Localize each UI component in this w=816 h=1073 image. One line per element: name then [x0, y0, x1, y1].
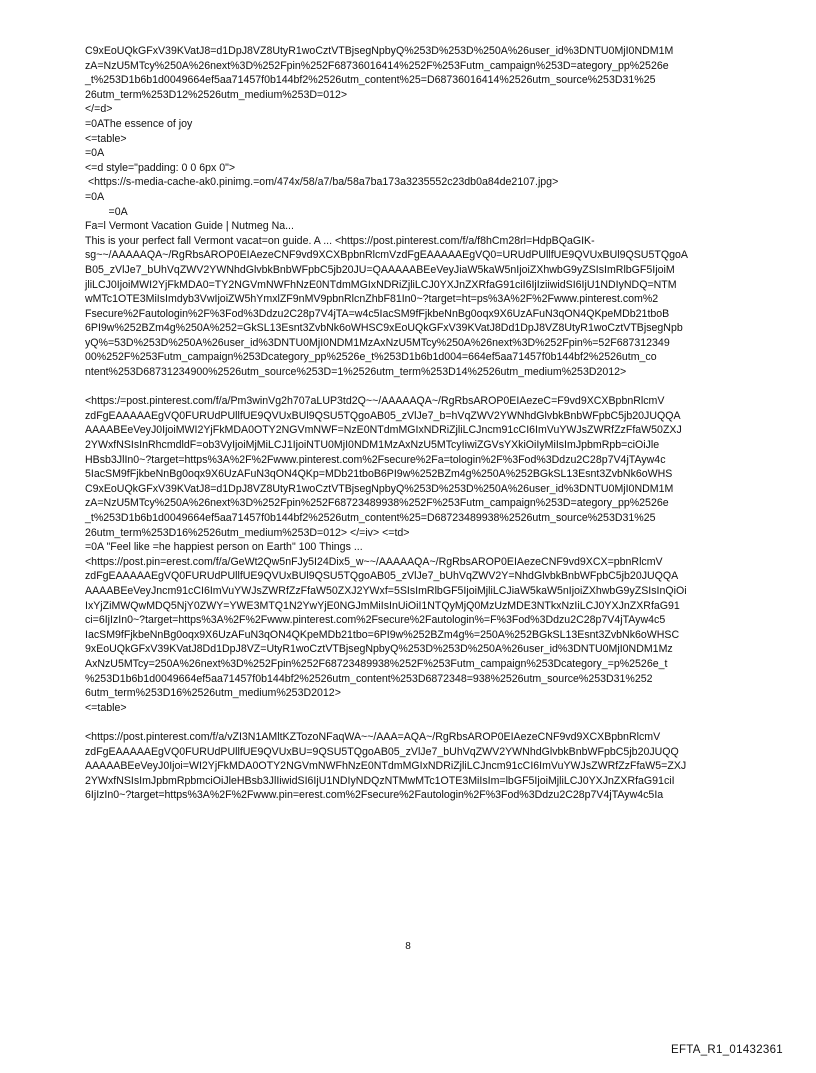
text-line: <https://s-media-cache-ak0.pinimg.=om/474x/58/a7/ba/58a7ba173a3235552c23db0a84de2107.jpg> [85, 176, 559, 189]
text-line: 00%252F%253Futm_campaign%253Dcategory_pp%2526e_t%253D1b6b1d004=664ef5aa71457f0b144bf2%2526utm_co [85, 351, 657, 364]
text-line: 26utm_term%253D12%2526utm_medium%253D=012> [85, 88, 348, 101]
text-line: 26utm_term%253D16%2526utm_medium%253D=012> </=iv> <=td> [85, 526, 410, 539]
text-line: AAAAABEeVeyJ0Ijoi=WI2YjFkMDA0OTY2NGVmNWFhNzE0NTdmMGIxNDRiZjliLCJncm91cCI6ImVuYWJsZWRfZzFfaW5=ZXJ [85, 760, 687, 773]
paragraph-gap [85, 715, 745, 730]
text-line: _t%253D1b6b1d0049664ef5aa71457f0b144bf2%2526utm_content%25=D68723489938%2526utm_source%253D31%25 [85, 512, 656, 524]
text-line: ci=6IjIzIn0~?target=https%3A%2F%2Fwww.pinterest.com%2Fsecure%2Fautologin%=F%3Fod%3Ddzu2C28p7V4jTAyw4c5 [85, 614, 666, 627]
text-line: AxNzU5MTcy=250A%26next%3D%252Fpin%252F68723489938%252F%253Futm_campaign%253Dcategory_=p%2526e_t [85, 657, 668, 670]
text-line: <=table> [85, 132, 127, 145]
text-line: jliLCJ0IjoiMWI2YjFkMDA0=TY2NGVmNWFhNzE0NTdmMGIxNDRiZjliLCJ0YXJnZXRfaG91ciI6IjIziiwidSI6IjU1NDIyNDQ=NTM [85, 278, 677, 291]
text-line: AAAABEeVeyJ0IjoiMWI2YjFkMDA0OTY2NGVmNWF=NzE0NTdmMGIxNDRiZjliLCJncm91cCI6ImVuYWJsZWRfZzFfaW50ZXJ [85, 424, 682, 437]
text-line: =0A "Feel like =he happiest person on Earth" 100 Things ... [85, 541, 363, 554]
paragraph-gap [85, 380, 745, 395]
text-line: HBsb3JlIn0~?target=https%3A%2F%2Fwww.pinterest.com%2Fsecure%2Fa=tologin%2F%3Fod%3Ddzu2C28p7V4jTAyw4c [85, 453, 666, 466]
text-line: =0A [85, 205, 128, 218]
text-line: AAAABEeVeyJncm91cCI6ImVuYWJsZWRfZzFfaW50ZXJ2YWxf=5SIsImRlbGF5IjoiMjliLCJiaW5kaW5nIjoiZXhwbG9yZSIsInQiOi [85, 584, 687, 597]
text-line: C9xEoUQkGFxV39KVatJ8=d1DpJ8VZ8UtyR1woCztVTBjsegNpbyQ%253D%253D%250A%26user_id%3DNTU0MjI0NDM1M [85, 482, 674, 495]
text-line: 6utm_term%253D16%2526utm_medium%253D2012> [85, 687, 341, 700]
text-line: IxYjZiMWQwMDQ5NjY0ZWY=YWE3MTQ1N2YwYjE0NGJmMiIsInUiOiI1NTQyMjQ0MzUzMDE3NTkxNzIiLCJ0YXJnZXRfaG91 [85, 599, 680, 612]
text-line: =0A [85, 190, 105, 203]
text-line: zdFgEAAAAAEgVQ0FURUdPUllfUE9QVUxBU=9QSU5TQgoAB05_zVlJe7_bUhVqZWV2YWNhdGlvbkBnbWFpbC5jb20JUQQ [85, 745, 679, 758]
page-number: 8 [405, 941, 411, 952]
text-line: <=d style="padding: 0 0 6px 0"> [85, 161, 236, 174]
text-line: sg~~/AAAAAQA~/RgRbsAROP0EIAezeCNF9vd9XCXBpbnRlcmVzdFgEAAAAAEgVQ0=URUdPUllfUE9QVUxBUl9QSU5TQgoA [85, 249, 688, 262]
text-line: 6IjIzIn0~?target=https%3A%2F%2Fwww.pin=erest.com%2Fsecure%2Fautologin%2F%3Fod%3Ddzu2C28p7V4jTAyw4c5Ia [85, 789, 664, 802]
text-line: This is your perfect fall Vermont vacat=on guide. A ... <https://post.pinterest.com/f/a/f8hCm28rl=HdpBQaGIK- [85, 234, 595, 247]
text-line: IacSM9fFjkbeNnBg0oqx9X6UzAFuN3qON4QKpeMDb21tbo=6PI9w%252BZm4g%=250A%252BGkSL13Esnt3ZvbNk6oWHSC [85, 628, 680, 641]
text-line: yQ%=53D%253D%250A%26user_id%3DNTU0MjI0NDM1MzAxNzU5MTcy%250A%26next%3D%252Fpin%=52F687312349 [85, 336, 670, 349]
text-line: </=d> [85, 103, 113, 116]
text-line: zA=NzU5MTcy%250A%26next%3D%252Fpin%252F68736016414%252F%253Futm_campaign%253D=ategory_pp%2526e [85, 59, 669, 72]
text-line: <=table> [85, 701, 127, 714]
text-line: %253D1b6b1d0049664ef5aa71457f0b144bf2%2526utm_content%253D6872348=938%2526utm_source%253D31%252 [85, 672, 653, 685]
text-line: =0AThe essence of joy [85, 117, 193, 130]
text-line: 6PI9w%252BZm4g%250A%252=GkSL13Esnt3ZvbNk6oWHSC9xEoUQkGFxV39KVatJ8Dd1DpJ8VZ8UtyR1woCztVTBjsegNpb [85, 322, 683, 335]
text-line: zdFgEAAAAAEgVQ0FURUdPUllfUE9QVUxBUl9QSU5TQgoAB05_zVlJe7_bUhVqZWV2Y=NhdGlvbkBnbWFpbC5jb20JUQQA [85, 570, 679, 583]
text-line: zdFgEAAAAAEgVQ0FURUdPUllfUE9QVUxBUl9QSU5TQgoAB05_zVlJe7_b=hVqZWV2YWNhdGlvbkBnbWFpbC5jb20JUQQA [85, 409, 681, 422]
text-line: <https://post.pin=erest.com/f/a/GeWt2Qw5nFJy5I24Dix5_w~~/AAAAAQA~/RgRbsAROP0EIAezeCNF9vd9XCX=pbnRlcmV [85, 555, 663, 568]
text-line: wMTc1OTE3MiIsImdyb3VwIjoiZW5hYmxlZF9nMV9pbnRlcnZhbF81In0~?target=ht=ps%3A%2F%2Fwww.pinterest.com%2 [85, 293, 659, 306]
text-line: =0A [85, 147, 105, 160]
text-line: ntent%253D68731234900%2526utm_source%253D=1%2526utm_term%253D14%2526utm_medium%253D2012> [85, 366, 627, 379]
text-line: 2YWxfNSIsInRhcmdldF=ob3VyIjoiMjMiLCJ1IjoiNTU0MjI0NDM1MzAxNzU5MTcyIiwiZGVsYXkiOiIyMiIsImJpbmRpb=ciOiJle [85, 439, 660, 452]
text-line: zA=NzU5MTcy%250A%26next%3D%252Fpin%252F68723489938%252F%253Futm_campaign%253D=ategory_pp%2526e [85, 497, 669, 510]
text-line: <https:/=post.pinterest.com/f/a/Pm3winVg2h707aLUP3td2Q~~/AAAAAQA~/RgRbsAROP0EIAezeC=F9vd9XCXBpbnRlcmV [85, 395, 665, 408]
text-line: B05_zVlJe7_bUhVqZWV2YWNhdGlvbkBnbWFpbC5jb20JU=QAAAAABEeVeyJiaW5kaW5nIjoiZXhwbG9yZSIsImRlbGF5IjoiM [85, 263, 675, 276]
text-line: 5IacSM9fFjkbeNnBg0oqx9X6UzAFuN3qON4QKp=MDb21tboB6PI9w%252BZm4g%250A%252BGkSL13Esnt3ZvbNk6oWHS [85, 468, 673, 481]
document-id: EFTA_R1_01432361 [671, 1044, 783, 1056]
text-line: 9xEoUQkGFxV39KVatJ8Dd1DpJ8VZ=UtyR1woCztVTBjsegNpbyQ%253D%253D%250A%26user_id%3DNTU0MjI0NDM1Mz [85, 643, 673, 656]
email-body-text [85, 44, 745, 803]
text-line: _t%253D1b6b1d0049664ef5aa71457f0b144bf2%2526utm_content%25=D68736016414%2526utm_source%253D31%25 [85, 74, 656, 87]
text-line: C9xEoUQkGFxV39KVatJ8=d1DpJ8VZ8UtyR1woCztVTBjsegNpbyQ%253D%253D%250A%26user_id%3DNTU0MjI0NDM1M [85, 45, 674, 57]
text-line: Fa=l Vermont Vacation Guide | Nutmeg Na... [85, 220, 294, 233]
text-line: Fsecure%2Fautologin%2F%3Fod%3Ddzu2C28p7V4jTA=w4c5IacSM9fFjkbeNnBg0oqx9X6UzAFuN3qON4QKpeMDb21tboB [85, 307, 670, 320]
text-line: <https://post.pinterest.com/f/a/vZI3N1AMltKZTozoNFaqWA~~/AAA=AQA~/RgRbsAROP0EIAezeCNF9vd9XCXBpbnRlcmV [85, 730, 661, 743]
text-line: 2YWxfNSIsImJpbmRpbmciOiJleHBsb3JlIiwidSI6IjU1NDIyNDQzNTMwMTc1OTE3MiIsIm=lbGF5IjoiMjliLCJ0YXJnZXRfaG91ciI [85, 774, 675, 787]
